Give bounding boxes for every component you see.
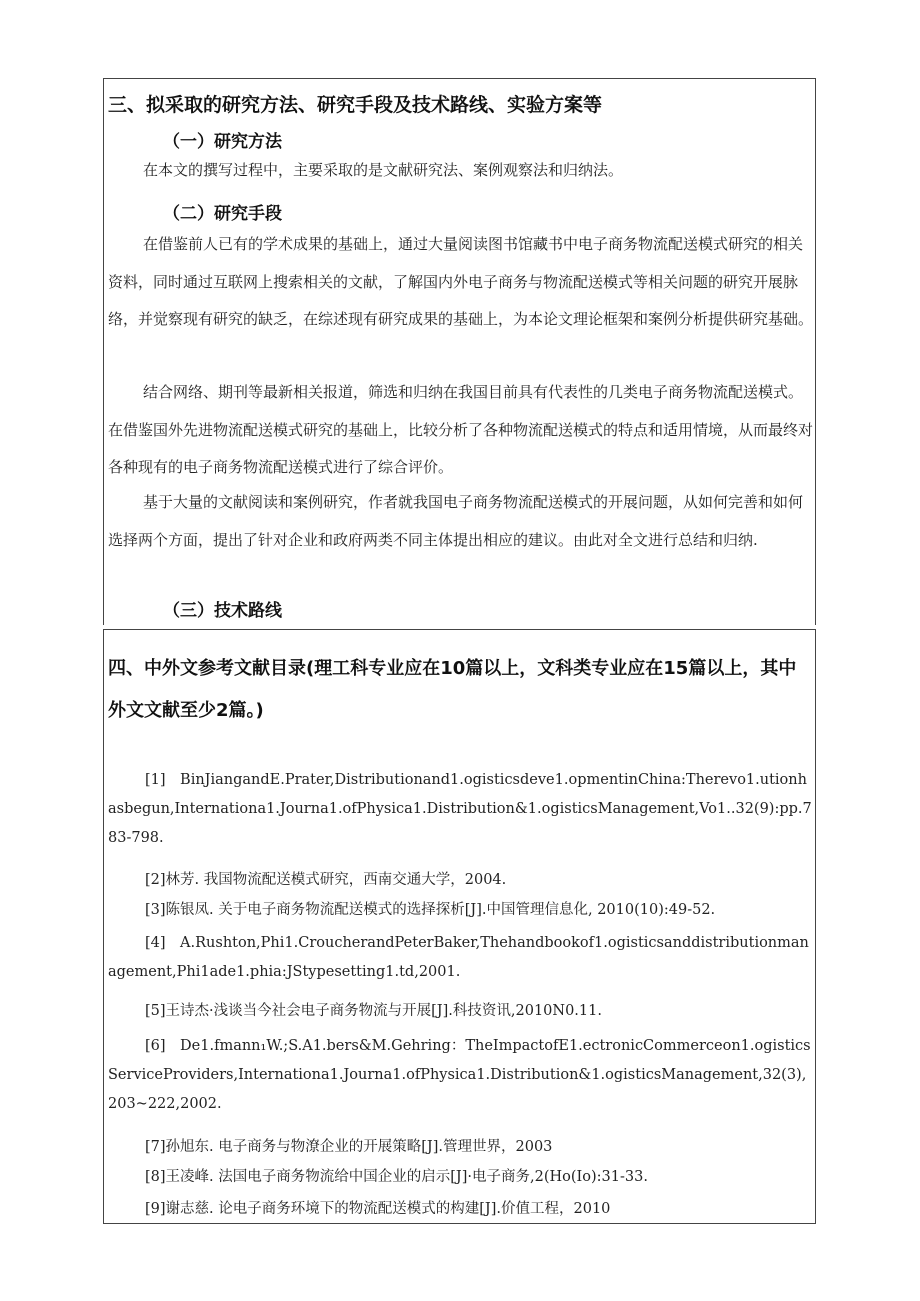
reference-5: [5]王诗杰·浅谈当今社会电子商务物流与开展[J].科技资讯,2010N0.11. <box>145 1003 602 1019</box>
means-paragraph-1: 在借鉴前人已有的学术成果的基础上，通过大量阅读图书馆藏书中电子商务物流配送模式研究的相关资料，同时通过互联网上搜索相关的文献，了解国内外电子商务与物流配送模式等相关问题的研究开展脉络，并觉察现有研究的缺乏，在综述现有研究成果的基础上，为本论文理论框架和案例分析提供研究基础。 <box>108 235 814 328</box>
section3-heading: 三、拟采取的研究方法、研究手段及技术路线、实验方案等 <box>108 94 603 116</box>
reference-3: [3]陈银凤. 关于电子商务物流配送模式的选择探析[J].中国管理信息化, 2010(10):49-52. <box>145 902 716 918</box>
reference-9: [9]谢志慈. 论电子商务环境下的物流配送模式的构建[J].价值工程，2010 <box>145 1201 611 1217</box>
reference-8: [8]王凌峰. 法国电子商务物流给中国企业的启示[J]·电子商务,2(Ho(Io):31-33. <box>145 1169 648 1185</box>
reference-2: [2]林芳. 我国物流配送模式研究，西南交通大学，2004. <box>145 872 507 888</box>
reference-1: [1] BinJiangandE.Prater,Distributionand1.ogisticsdeve1.opmentinChina:Therevo1.utionhasbegun,Internationa1.Journa1.ofPhysica1.Distribution&1.ogisticsManagement,Vo1..32(9):pp.783-798. <box>108 772 812 846</box>
means-paragraph-3: 基于大量的文献阅读和案例研究，作者就我国电子商务物流配送模式的开展问题，从如何完善和如何选择两个方面，提出了针对企业和政府两类不同主体提出相应的建议。由此对全文进行总结和归纳. <box>108 493 804 549</box>
reference-7: [7]孙旭东. 电子商务与物潦企业的开展策略[J].管理世界，2003 <box>145 1139 553 1155</box>
means-paragraph-2: 结合网络、期刊等最新相关报道，筛选和归纳在我国目前具有代表性的几类电子商务物流配送模式。在借鉴国外先进物流配送模式研究的基础上，比较分析了各种物流配送模式的特点和适用情境，从而最终对各种现有的电子商务物流配送模式进行了综合评价。 <box>108 383 814 476</box>
method-text: 在本文的撰写过程中，主要采取的是文献研究法、案例观察法和归纳法。 <box>143 161 624 179</box>
method-title: （一）研究方法 <box>163 132 282 152</box>
route-title: （三）技术路线 <box>163 601 282 621</box>
reference-6: [6] De1.fmann₁W.;S.A1.bers&M.Gehring：TheImpactofE1.ectronicCommerceon1.ogisticsServiceProviders,Internationa1.Journa1.ofPhysica1.Distribution&1.ogisticsManagement,32(3),203~222,2002. <box>108 1038 811 1112</box>
reference-4: [4] A.Rushton,Phi1.CroucherandPeterBaker,Thehandbookof1.ogisticsanddistributionmanagement,Phi1ade1.phia:JStypesetting1.td,2001. <box>108 935 809 980</box>
means-title: （二）研究手段 <box>163 204 282 224</box>
section4-heading: 四、中外文参考文献目录(理工科专业应在10篇以上，文科类专业应在15篇以上，其中外文文献至少2篇。) <box>108 658 797 721</box>
